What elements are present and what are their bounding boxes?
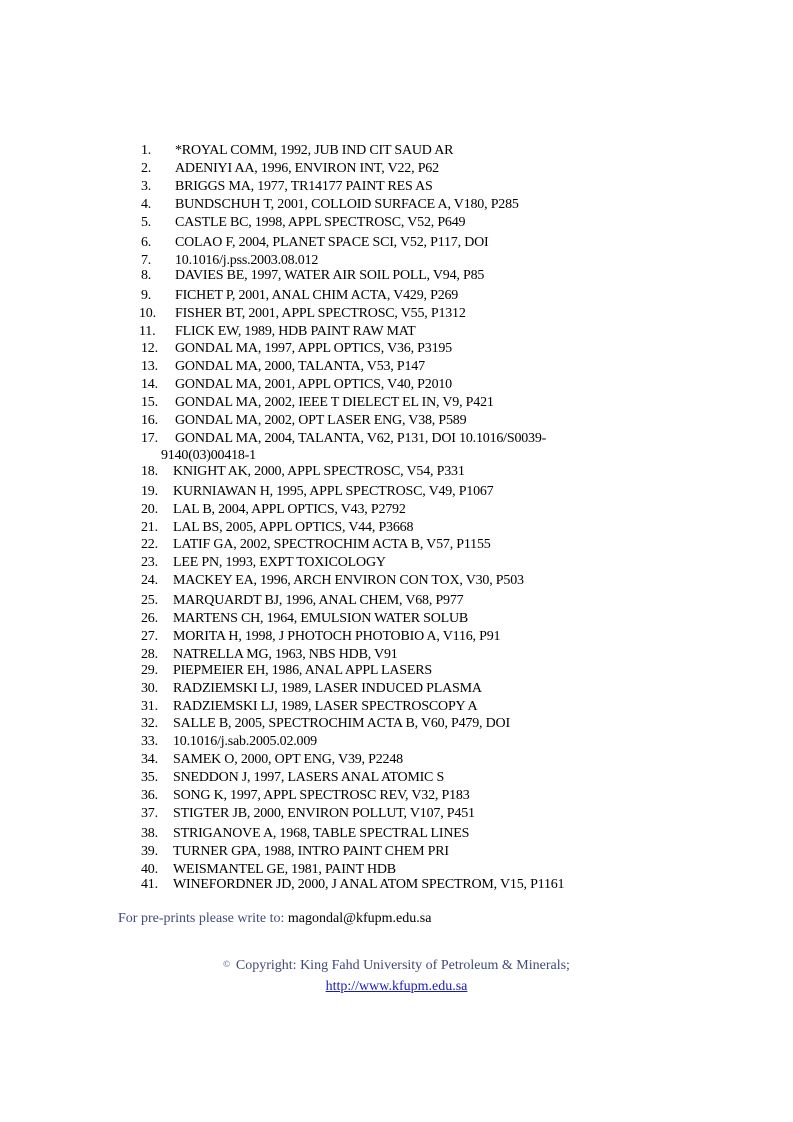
reference-number: 1. [141,143,152,158]
reference-text: COLAO F, 2004, PLANET SPACE SCI, V52, P117, DOI [175,235,489,250]
reference-number: 30. [141,681,158,696]
reference-number: 17. [141,431,158,446]
reference-number: 19. [141,484,158,499]
reference-number: 8. [141,268,152,283]
reference-number: 4. [141,197,152,212]
reference-text: SALLE B, 2005, SPECTROCHIM ACTA B, V60, P479, DOI [173,716,510,731]
reference-text: GONDAL MA, 2002, IEEE T DIELECT EL IN, V9, P421 [175,395,494,410]
reference-number: 10. [139,306,156,321]
reference-number: 5. [141,215,152,230]
reference-text: GONDAL MA, 2000, TALANTA, V53, P147 [175,359,425,374]
reference-text: SONG K, 1997, APPL SPECTROSC REV, V32, P183 [173,788,470,803]
website-link[interactable]: http://www.kfupm.edu.sa [325,979,468,994]
reference-text: BRIGGS MA, 1977, TR14177 PAINT RES AS [175,179,433,194]
reference-text: LAL BS, 2005, APPL OPTICS, V44, P3668 [173,520,414,535]
reference-number: 14. [141,377,158,392]
reference-number: 37. [141,806,158,821]
preprint-label: For pre-prints please write to: [118,911,285,926]
reference-text: GONDAL MA, 2002, OPT LASER ENG, V38, P589 [175,413,467,428]
copyright-text: Copyright: King Fahd University of Petroleum & Minerals; [235,958,570,973]
reference-number: 22. [141,537,158,552]
reference-number: 24. [141,573,158,588]
reference-text: DAVIES BE, 1997, WATER AIR SOIL POLL, V94, P85 [175,268,485,283]
reference-text: LATIF GA, 2002, SPECTROCHIM ACTA B, V57, P1155 [173,537,491,552]
reference-number: 11. [139,324,156,339]
reference-text: MARTENS CH, 1964, EMULSION WATER SOLUB [173,611,469,626]
reference-text: GONDAL MA, 2001, APPL OPTICS, V40, P2010 [175,377,452,392]
reference-number: 3. [141,179,152,194]
reference-number: 12. [141,341,158,356]
reference-number: 34. [141,752,158,767]
reference-text: RADZIEMSKI LJ, 1989, LASER INDUCED PLASMA [173,681,482,696]
reference-number: 7. [141,253,152,268]
reference-number: 41. [141,877,158,892]
reference-text: BUNDSCHUH T, 2001, COLLOID SURFACE A, V180, P285 [175,197,519,212]
reference-text: KNIGHT AK, 2000, APPL SPECTROSC, V54, P331 [173,464,465,479]
reference-text: SAMEK O, 2000, OPT ENG, V39, P2248 [173,752,403,767]
reference-text: KURNIAWAN H, 1995, APPL SPECTROSC, V49, P1067 [173,484,494,499]
reference-text: GONDAL MA, 1997, APPL OPTICS, V36, P3195 [175,341,452,356]
reference-text: NATRELLA MG, 1963, NBS HDB, V91 [173,647,398,662]
reference-text: PIEPMEIER EH, 1986, ANAL APPL LASERS [173,663,432,678]
reference-number: 16. [141,413,158,428]
reference-number: 36. [141,788,158,803]
preprint-note [118,910,431,928]
reference-text: GONDAL MA, 2004, TALANTA, V62, P131, DOI 10.1016/S0039- [175,431,547,446]
copyright-icon: © [223,959,230,969]
reference-text: 10.1016/j.sab.2005.02.009 [173,734,317,749]
reference-number: 15. [141,395,158,410]
reference-text: FISHER BT, 2001, APPL SPECTROSC, V55, P1312 [175,306,466,321]
reference-number: 26. [141,611,158,626]
reference-text: LAL B, 2004, APPL OPTICS, V43, P2792 [173,502,406,517]
reference-text: MACKEY EA, 1996, ARCH ENVIRON CON TOX, V30, P503 [173,573,524,588]
reference-text: 10.1016/j.pss.2003.08.012 [175,253,319,268]
reference-number: 2. [141,161,152,176]
reference-number: 40. [141,862,158,877]
reference-number: 29. [141,663,158,678]
reference-text: *ROYAL COMM, 1992, JUB IND CIT SAUD AR [175,143,454,158]
reference-text: RADZIEMSKI LJ, 1989, LASER SPECTROSCOPY A [173,699,478,714]
reference-number: 9. [141,288,152,303]
reference-text: SNEDDON J, 1997, LASERS ANAL ATOMIC S [173,770,445,785]
reference-number: 31. [141,699,158,714]
reference-text: MORITA H, 1998, J PHOTOCH PHOTOBIO A, V116, P91 [173,629,501,644]
reference-text: TURNER GPA, 1988, INTRO PAINT CHEM PRI [173,844,449,859]
reference-text: STIGTER JB, 2000, ENVIRON POLLUT, V107, P451 [173,806,475,821]
reference-number: 23. [141,555,158,570]
reference-text: CASTLE BC, 1998, APPL SPECTROSC, V52, P649 [175,215,466,230]
reference-text: FICHET P, 2001, ANAL CHIM ACTA, V429, P269 [175,288,459,303]
reference-number: 32. [141,716,158,731]
reference-number: 39. [141,844,158,859]
reference-number: 13. [141,359,158,374]
reference-text: ADENIYI AA, 1996, ENVIRON INT, V22, P62 [175,161,439,176]
reference-number: 27. [141,629,158,644]
copyright-line [0,957,793,975]
reference-number: 33. [141,734,158,749]
reference-text-continuation: 9140(03)00418-1 [161,448,256,463]
website-link-container [0,978,793,996]
reference-number: 6. [141,235,152,250]
reference-text: STRIGANOVE A, 1968, TABLE SPECTRAL LINES [173,826,470,841]
reference-number: 35. [141,770,158,785]
reference-number: 25. [141,593,158,608]
reference-number: 20. [141,502,158,517]
reference-number: 28. [141,647,158,662]
reference-text: WEISMANTEL GE, 1981, PAINT HDB [173,862,396,877]
reference-text: FLICK EW, 1989, HDB PAINT RAW MAT [175,324,416,339]
reference-number: 38. [141,826,158,841]
preprint-email[interactable]: magondal@kfupm.edu.sa [287,911,432,926]
reference-number: 21. [141,520,158,535]
reference-text: MARQUARDT BJ, 1996, ANAL CHEM, V68, P977 [173,593,464,608]
reference-number: 18. [141,464,158,479]
reference-text: WINEFORDNER JD, 2000, J ANAL ATOM SPECTROM, V15, P1161 [173,877,565,892]
reference-text: LEE PN, 1993, EXPT TOXICOLOGY [173,555,386,570]
